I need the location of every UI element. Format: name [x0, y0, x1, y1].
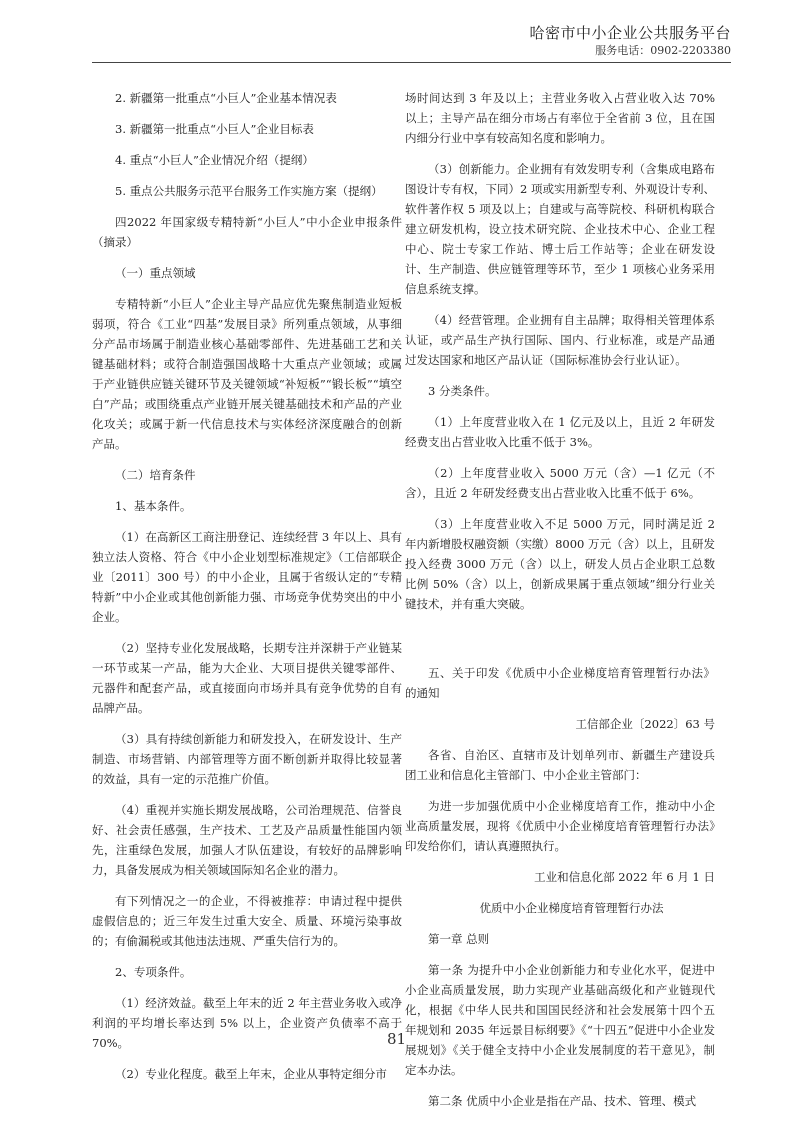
paragraph: （3）上年度营业收入不足 5000 万元，同时满足近 2 年内新增股权融资额（实缴）8000 万元（含）以上，且研发投入经费 3000 万元（含）以上，研发人员占企业职工总数比例 50%（含）以上，创新成果属于重点领域”细分行业关键技术，并有重大突破。: [405, 517, 715, 611]
paragraph: （4）经营管理。企业拥有自主品牌；取得相关管理体系认证，或产品生产执行国际、国内、行业标准，或是产品通过发达国家和地区产品认证（国际标准协会行业认证）。: [405, 313, 715, 367]
paragraph: 4. 重点“小巨人”企业情况介绍（提纲）: [115, 153, 314, 167]
paragraph: 有下列情况之一的企业，不得被推荐：申请过程中提供虚假信息的；近三年发生过重大安全、质量、环境污染事故的；有偷漏税或其他违法违规、严重失信行为的。: [92, 894, 402, 948]
issuer-date: 工业和信息化部 2022 年 6 月 1 日: [534, 870, 715, 884]
paragraph: 3 分类条件。: [428, 384, 497, 398]
service-phone: 服务电话：0902-2203380: [595, 44, 731, 57]
section-heading: 五、关于印发《优质中小企业梯度培育管理暂行办法》的通知: [405, 666, 715, 700]
paragraph: （3）创新能力。企业拥有有效发明专利（含集成电路布图设计专有权，下同）2 项或实用新型专利、外观设计专利、软件著作权 5 项及以上；自建或与高等院校、科研机构联合建立研发机构，设立技术研究院、企业技术中心、企业工程中心、院士专家工作站、博士后工作站等；企业在研发设计、生产制造、供应链管理等环节，至少 1 项核心业务采用信息系统支撑。: [405, 162, 715, 296]
paragraph: （1）经济效益。截至上年末的近 2 年主营业务收入或净利润的平均增长率达到 5% 以上，企业资产负债率不高于 70%。: [92, 996, 402, 1050]
paragraph: 场时间达到 3 年及以上；主营业务收入占营业收入达 70% 以上；主导产品在细分市场占有率位于全省前 3 位，且在国内细分行业中享有较高知名度和影响力。: [405, 91, 715, 145]
header-divider: [92, 62, 731, 63]
org-name: 哈密市中小企业公共服务平台: [529, 24, 731, 42]
paragraph: （1）上年度营业收入在 1 亿元及以上，且近 2 年研发经费支出占营业收入比重不低于 3%。: [405, 415, 715, 449]
paragraph: （4）重视并实施长期发展战略，公司治理规范、信誉良好、社会责任感强，生产技术、工艺及产品质量性能国内领先，注重绿色发展，加强人才队伍建设，有较好的品牌影响力，具备发展成为相关领域国际知名企业的潜力。: [92, 803, 402, 877]
section-heading: 四2022 年国家级专精特新“小巨人”中小企业申报条件（摘录）: [92, 215, 402, 249]
paragraph: （2）专业化程度。截至上年末，企业从事特定细分市: [115, 1067, 387, 1081]
paragraph: 1、基本条件。: [115, 499, 192, 513]
page-number: 81: [386, 1030, 407, 1048]
right-column: [405, 88, 715, 1122]
chapter-heading: 第一章 总则: [428, 932, 490, 946]
paragraph: （1）在高新区工商注册登记、连续经营 3 年以上、具有独立法人资格、符合《中小企业划型标准规定》（工信部联企业〔2011〕300 号）的中小企业，且属于省级认定的“专精特新”中小企业或其他创新能力强、市场竞争优势突出的中小企业。: [92, 530, 402, 624]
page-header: [529, 24, 731, 59]
paragraph: （2）坚持专业化发展战略，长期专注并深耕于产业链某一环节或某一产品，能为大企业、大项目提供关键零部件、元器件和配套产品，或直接面向市场并具有竞争优势的自有品牌产品。: [92, 641, 402, 715]
paragraph: 第一条 为提升中小企业创新能力和专业化水平，促进中小企业高质量发展，助力实现产业基础高级化和产业链现代化，根据《中华人民共和国国民经济和社会发展第十四个五年规划和 2035 年远景目标纲要》《“十四五”促进中小企业发展规划》《关于健全支持中小企业发展制度的若干意见》，制定本办法。: [405, 963, 715, 1077]
left-column: [92, 88, 402, 1095]
paragraph: 3. 新疆第一批重点“小巨人”企业目标表: [115, 122, 314, 136]
paragraph: 5. 重点公共服务示范平台服务工作实施方案（提纲）: [115, 184, 383, 198]
subsection-heading: （二）培育条件: [115, 468, 196, 482]
paragraph: 为进一步加强优质中小企业梯度培育工作，推动中小企业高质量发展，现将《优质中小企业梯度培育管理暂行办法》印发给你们，请认真遵照执行。: [405, 799, 715, 853]
paragraph: 各省、自治区、直辖市及计划单列市、新疆生产建设兵团工业和信息化主管部门、中小企业主管部门：: [405, 748, 715, 782]
paragraph: 第二条 优质中小企业是指在产品、技术、管理、模式: [428, 1094, 697, 1108]
subsection-heading: （一）重点领域: [115, 266, 196, 280]
document-number: 工信部企业〔2022〕63 号: [575, 717, 715, 731]
document-title: 优质中小企业梯度培育管理暂行办法: [479, 901, 664, 915]
paragraph: 2、专项条件。: [115, 965, 192, 979]
paragraph: 2. 新疆第一批重点“小巨人”企业基本情况表: [115, 91, 337, 105]
section-spacer: [405, 625, 715, 663]
paragraph: （2）上年度营业收入 5000 万元（含）—1 亿元（不含），且近 2 年研发经费支出占营业收入比重不低于 6%。: [405, 466, 715, 500]
paragraph: （3）具有持续创新能力和研发投入，在研发设计、生产制造、市场营销、内部管理等方面不断创新并取得比较显著的效益，具有一定的示范推广价值。: [92, 732, 402, 786]
paragraph: 专精特新“小巨人”企业主导产品应优先聚焦制造业短板弱项，符合《工业“四基”发展目录》所列重点领域，从事细分产品市场属于制造业核心基础零部件、先进基础工艺和关键基础材料；或符合制造强国战略十大重点产业领域；或属于产业链供应链关键环节及关键领域“补短板”“锻长板”“填空白”产品；或围绕重点产业链开展关键基础技术和产品的产业化攻关；或属于新一代信息技术与实体经济深度融合的创新产品。: [92, 297, 402, 451]
